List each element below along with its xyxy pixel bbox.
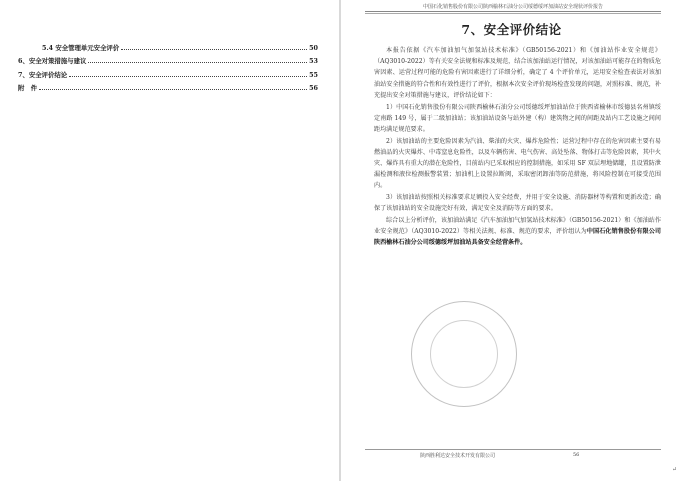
toc-entry-page: 55 [309,70,318,79]
toc-entry[interactable] [18,38,318,52]
table-of-contents [18,38,318,92]
page-number: 56 [573,452,580,458]
toc-entry-page: 53 [309,57,318,66]
toc-entry-page: 50 [309,43,318,52]
section-title: 7、安全评价结论 [461,22,562,37]
toc-entry[interactable] [18,79,318,93]
footer-rule [365,449,661,450]
official-seal [411,301,517,407]
paragraph-item-1: 1）中国石化销售股份有限公司陕西榆林石油分公司绥德绥坪加油站位于陕西省榆林市绥德县名州镇绥定南路 149 号，属于二级加油站；该加油站设备与站外建（构）建筑物之间的间距及站内工艺设施之间间距均满足规范要求。 [374,103,661,133]
toc-entry[interactable] [18,65,318,79]
toc-entry-page: 56 [309,84,318,93]
paragraph-item-2: 2）该加油站的主要危险因素为汽油、柴油的火灾、爆炸危险性；运营过程中存在的危害因素主要有易燃油品的火灾爆炸、中毒窒息危险性，以及车辆伤害、电气伤害、高处坠落、物体打击等危险因素，其中火灾、爆炸具有重大的潜在危险性，目前站内已采取相应的控制措施，如采用 SF 双层埋地储罐，且设置防泄漏检测和液位检测报警装置；加油机上设置拉断阀，采取密闭卸油等防范措施，将风险控制在可接受范围内。 [374,137,661,190]
toc-entry-label: 6、安全对策措施与建议 [18,57,87,66]
footer-company: 陕西胜利达安全技术开发有限公司 [420,453,496,459]
header-rule-thin [365,13,661,14]
final-conclusion: 中国石化销售股份有限公司陕西榆林石油分公司绥德绥坪加油站具备安全经营条件。 [374,228,662,247]
toc-leader-dots [88,62,307,63]
toc-entry-label: 7、安全评价结论 [18,70,68,79]
return-mark-icon: ↵ [672,466,678,473]
paragraph-item-3: 3）该加油站按照相关标准要求足额投入安全经费，并用于安全设施、消防器材等构置和更新改造；确保了该加油站的安全设施完好有效，满足安全及消防等方面的要求。 [374,194,661,213]
toc-leader-dots [121,49,307,50]
toc-leader-dots [39,89,307,90]
running-header: 中国石化销售股份有限公司陕西榆林石油分公司绥德绥坪加油站安全现状评价报告 [422,4,603,10]
toc-entry[interactable] [18,52,318,66]
toc-leader-dots [69,76,307,77]
report-page [341,0,682,481]
toc-entry-label: 附 件 [18,84,38,93]
toc-entry-label: 5.4 安全管理单元安全评价 [42,43,120,52]
seal-inner-ring [430,320,498,388]
paragraph-summary [374,215,661,249]
conclusion-body [374,45,661,249]
header-rule [365,11,661,12]
summary-text: 综合以上分析评价，该加油站满足《汽车加油加气加氢站技术标准》（GB50156-2021）和《加油站作业安全规范》（AQ3010-2022）等相关法规、标准、规范的要求，评价组认为 [374,217,661,236]
paragraph-intro: 本报告依据《汽车加油加气加氢站技术标准》（GB50156-2021）和《加油站作业安全规范》（AQ3010-2022）等有关安全法规和标准及规范，结合该加油站运行情况，对该加油站可能存在的物质危害因素、运营过程可能的危险有害因素进行了详细分析，确定了 4 个评价单元，运用安全检查表法对该加油站安全措施的符合性和有效性进行了评价，根据本次安全评价现场检查发现的问题，对照标准、规范，补充提出安全对策措施与建议，评价结论如下： [374,47,661,99]
